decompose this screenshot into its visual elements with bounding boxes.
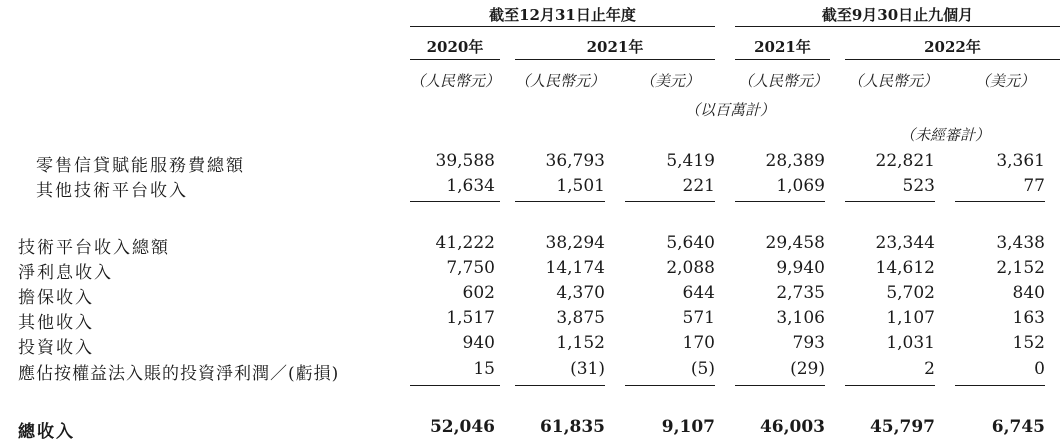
- total-rule: [625, 385, 715, 386]
- cell-2021-nine-rmb: 29,458: [765, 233, 825, 253]
- cell-2022-nine-rmb: 23,344: [875, 233, 935, 253]
- table-row: [0, 258, 1060, 284]
- row-label: 投資收入: [18, 338, 94, 358]
- cell-2021-rmb: 36,793: [545, 151, 605, 171]
- cell-2022-nine-rmb: 22,821: [875, 151, 935, 171]
- cell-2021-nine-rmb: 1,069: [776, 176, 825, 196]
- currency-header: （人民幣元）: [409, 72, 500, 90]
- in-millions-note: （以百萬計）: [684, 101, 775, 119]
- currency-header: （美元）: [974, 72, 1035, 90]
- table-row: [0, 151, 1060, 177]
- row-label: 擔保收入: [18, 288, 94, 308]
- table-row: [0, 333, 1060, 359]
- cell-2022-nine-usd: 2,152: [996, 258, 1045, 278]
- row-label: 其他技術平台收入: [36, 181, 188, 201]
- cell-2021-rmb: 61,835: [539, 417, 605, 437]
- cell-2022-nine-rmb: 45,797: [869, 417, 935, 437]
- cell-2021-nine-rmb: 28,389: [765, 151, 825, 171]
- header-group-year-rule: [410, 26, 715, 27]
- year-header-2021-full: 2021年: [586, 38, 644, 56]
- total-row: [0, 417, 1060, 443]
- year-header-2020: 2020年: [426, 38, 484, 56]
- cell-2021-nine-rmb: 3,106: [776, 308, 825, 328]
- table-row: [0, 233, 1060, 259]
- cell-2020: 7,750: [446, 258, 495, 278]
- cell-2022-nine-usd: 3,438: [996, 233, 1045, 253]
- cell-2022-nine-rmb: 2: [924, 359, 935, 379]
- cell-2022-nine-rmb: 5,702: [886, 283, 935, 303]
- cell-2021-usd: 9,107: [661, 417, 715, 437]
- subtotal-rule: [625, 201, 715, 202]
- cell-2021-nine-rmb: 46,003: [759, 417, 825, 437]
- subtotal-rule: [515, 201, 605, 202]
- cell-2021-nine-rmb: 793: [792, 333, 825, 353]
- cell-2022-nine-usd: 163: [1012, 308, 1045, 328]
- subtotal-rule: [955, 201, 1045, 202]
- cell-2021-usd: 170: [682, 333, 715, 353]
- year-2020-rule: [410, 59, 500, 60]
- year-2021-nine-rule: [735, 59, 830, 60]
- cell-2020: 39,588: [435, 151, 495, 171]
- cell-2022-nine-usd: 77: [1023, 176, 1045, 196]
- row-label: 其他收入: [18, 313, 94, 333]
- year-header-2022-nine: 2022年: [924, 38, 981, 56]
- cell-2021-usd: 5,419: [666, 151, 715, 171]
- cell-2022-nine-rmb: 1,031: [886, 333, 935, 353]
- cell-2022-nine-usd: 3,361: [996, 151, 1045, 171]
- cell-2022-nine-usd: 840: [1012, 283, 1045, 303]
- row-label: 淨利息收入: [18, 263, 113, 283]
- row-label: 零售信貸賦能服務費總額: [36, 156, 245, 176]
- cell-2021-rmb: 1,501: [556, 176, 605, 196]
- total-rule: [410, 385, 500, 386]
- table-row: [0, 176, 1060, 202]
- currency-header: （人民幣元）: [514, 72, 605, 90]
- total-rule: [845, 385, 935, 386]
- cell-2021-usd: 571: [682, 308, 715, 328]
- cell-2022-nine-usd: 152: [1012, 333, 1045, 353]
- cell-2020: 1,517: [446, 308, 495, 328]
- cell-2022-nine-rmb: 14,612: [875, 258, 935, 278]
- subtotal-rule: [845, 201, 935, 202]
- cell-2020: 41,222: [435, 233, 495, 253]
- cell-2022-nine-rmb: 1,107: [886, 308, 935, 328]
- currency-header: （人民幣元）: [847, 72, 938, 90]
- cell-2021-rmb: 3,875: [556, 308, 605, 328]
- total-rule: [955, 385, 1045, 386]
- cell-2021-usd: 5,640: [666, 233, 715, 253]
- cell-2021-nine-rmb: (29): [790, 359, 825, 379]
- table-row: [0, 359, 1060, 385]
- cell-2021-rmb: (31): [570, 359, 605, 379]
- cell-2021-rmb: 4,370: [556, 283, 605, 303]
- header-group-year: 截至12月31日止年度: [489, 6, 636, 24]
- cell-2021-usd: (5): [690, 359, 715, 379]
- cell-2021-nine-rmb: 9,940: [776, 258, 825, 278]
- cell-2021-rmb: 38,294: [545, 233, 605, 253]
- cell-2020: 602: [462, 283, 495, 303]
- cell-2021-usd: 644: [682, 283, 715, 303]
- cell-2022-nine-usd: 0: [1034, 359, 1045, 379]
- row-label: 總收入: [18, 422, 75, 442]
- subtotal-rule: [735, 201, 825, 202]
- table-row: [0, 283, 1060, 309]
- cell-2021-rmb: 1,152: [556, 333, 605, 353]
- year-2021-full-rule: [515, 59, 715, 60]
- cell-2021-usd: 2,088: [666, 258, 715, 278]
- subtotal-rule: [410, 201, 500, 202]
- header-group-nine-months: 截至9月30日止九個月: [821, 6, 974, 24]
- year-2022-nine-rule: [845, 59, 1060, 60]
- currency-header: （人民幣元）: [737, 72, 828, 90]
- cell-2020: 940: [462, 333, 495, 353]
- cell-2022-nine-rmb: 523: [902, 176, 935, 196]
- cell-2021-nine-rmb: 2,735: [776, 283, 825, 303]
- row-label: 技術平台收入總額: [18, 238, 170, 258]
- cell-2020: 1,634: [446, 176, 495, 196]
- cell-2020: 15: [473, 359, 495, 379]
- total-rule: [735, 385, 825, 386]
- cell-2022-nine-usd: 6,745: [991, 417, 1045, 437]
- year-header-2021-nine: 2021年: [754, 38, 811, 56]
- cell-2021-rmb: 14,174: [545, 258, 605, 278]
- table-row: [0, 308, 1060, 334]
- currency-header: （美元）: [639, 72, 700, 90]
- header-group-nine-months-rule: [735, 26, 1060, 27]
- total-rule: [515, 385, 605, 386]
- cell-2020: 52,046: [429, 417, 495, 437]
- unaudited-note: （未經審計）: [899, 126, 990, 144]
- cell-2021-usd: 221: [682, 176, 715, 196]
- row-label: 應佔按權益法入賬的投資淨利潤／(虧損): [18, 364, 340, 384]
